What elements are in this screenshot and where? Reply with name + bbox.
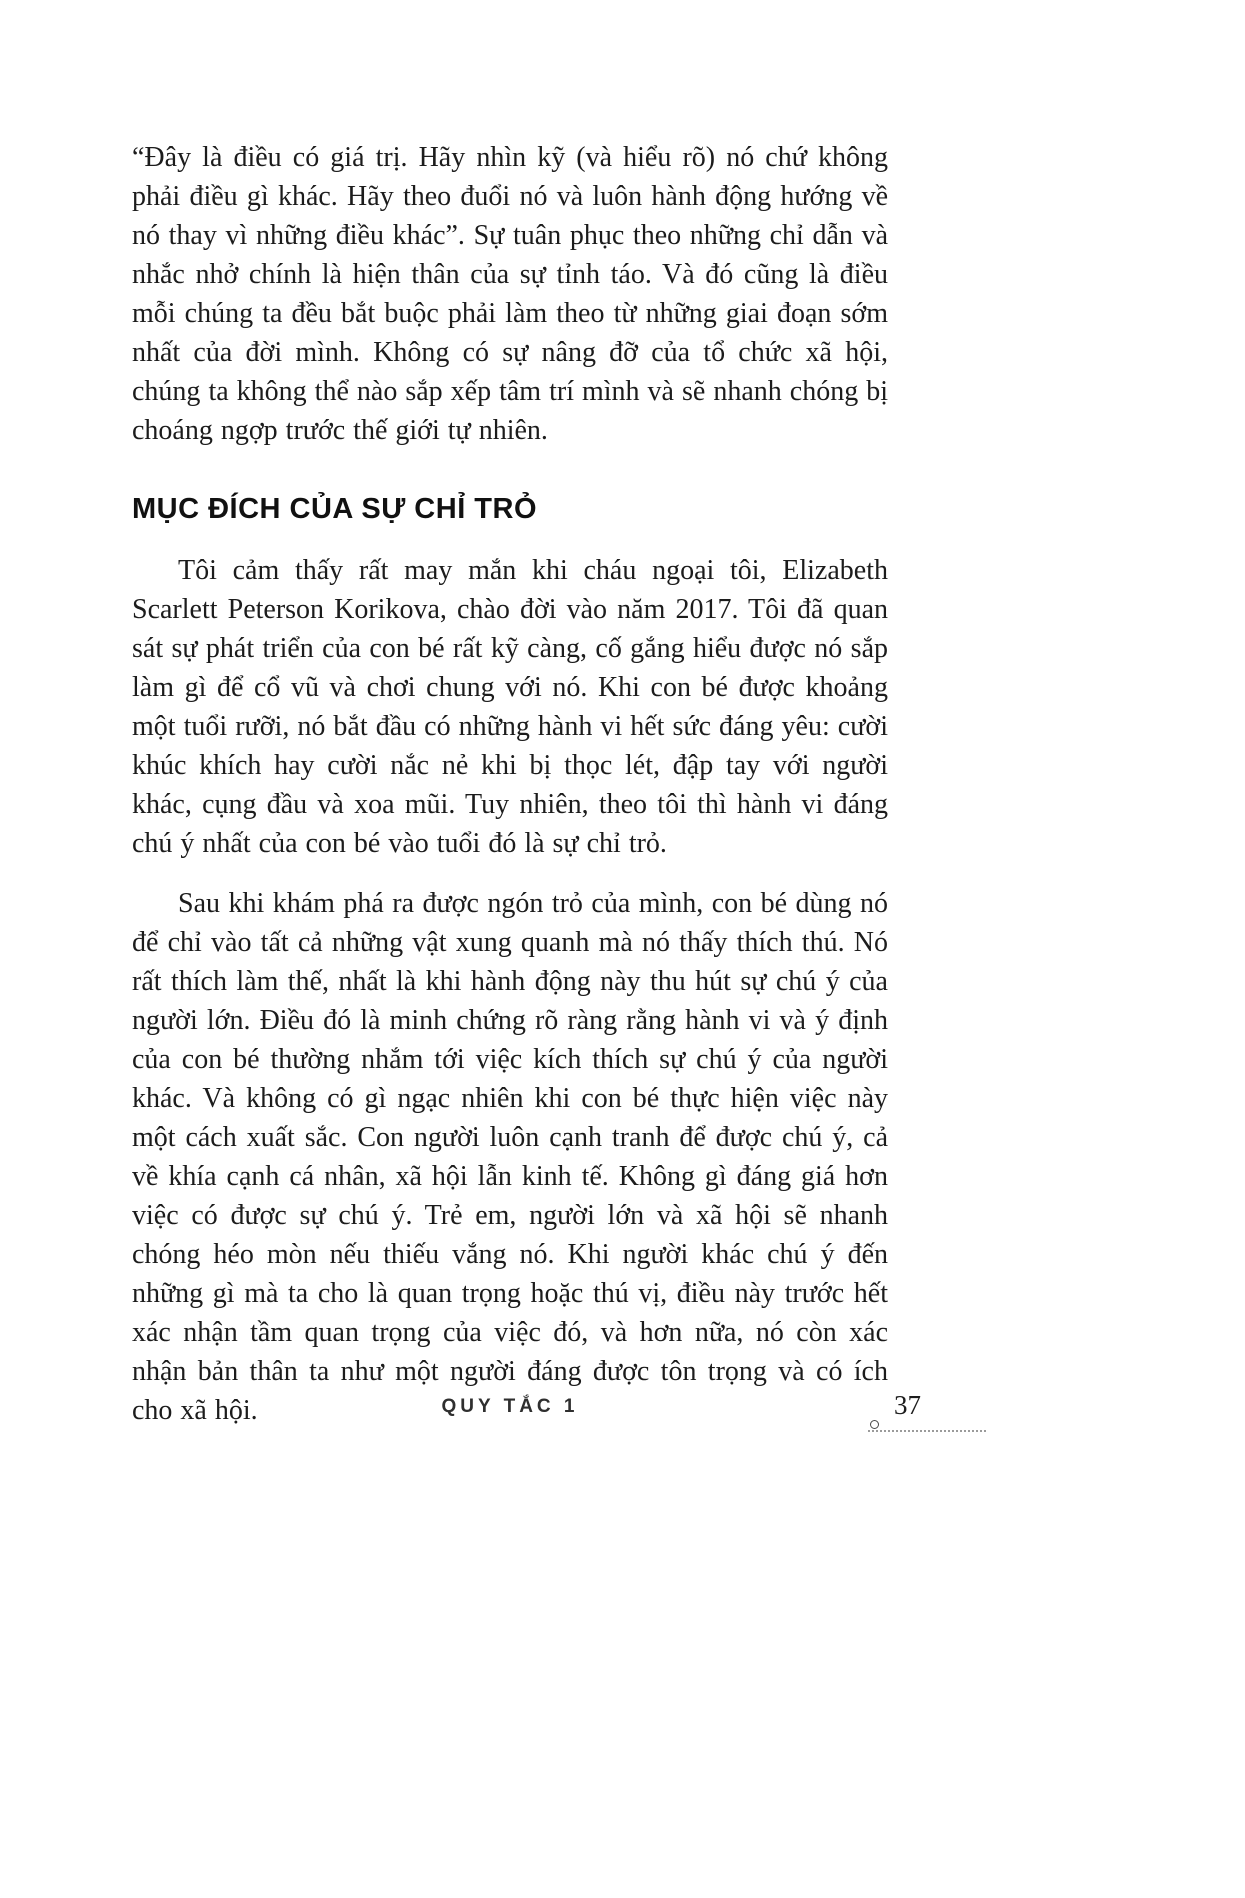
page-number: 37	[894, 1390, 921, 1420]
footer-dotted-line	[868, 1430, 986, 1432]
section-heading: MỤC ĐÍCH CỦA SỰ CHỈ TRỎ	[132, 493, 538, 525]
body-paragraph-3: Sau khi khám phá ra được ngón trỏ của mình, con bé dùng nó để chỉ vào tất cả những vật xung quanh mà nó thấy thích thú. Nó rất thích làm thế, nhất là khi hành động này thu hút sự chú ý của người lớn. Điều đó là minh chứng rõ ràng rằng hành vi và ý định của con bé thường nhắm tới việc kích thích sự chú ý của người khác. Và không có gì ngạc nhiên khi con bé thực hiện việc này một cách xuất sắc. Con người luôn cạnh tranh để được chú ý, cả về khía cạnh cá nhân, xã hội lẫn kinh tế. Không gì đáng giá hơn việc có được sự chú ý. Trẻ em, người lớn và xã hội sẽ nhanh chóng héo mòn nếu thiếu vắng nó. Khi người khác chú ý đến những gì mà ta cho là quan trọng hoặc thú vị, điều này trước hết xác nhận tầm quan trọng của việc đó, và hơn nữa, nó còn xác nhận bản thân ta như một người đáng được tôn trọng và có ích cho xã hội.	[132, 888, 888, 1426]
body-paragraph-2: Tôi cảm thấy rất may mắn khi cháu ngoại tôi, Elizabeth Scarlett Peterson Korikova, chào đời vào năm 2017. Tôi đã quan sát sự phát triển của con bé rất kỹ càng, cố gắng hiểu được nó sắp làm gì để cổ vũ và chơi chung với nó. Khi con bé được khoảng một tuổi rưỡi, nó bắt đầu có những hành vi hết sức đáng yêu: cười khúc khích hay cười nắc nẻ khi bị thọc lét, đập tay với người khác, cụng đầu và xoa mũi. Tuy nhiên, theo tôi thì hành vi đáng chú ý nhất của con bé vào tuổi đó là sự chỉ trỏ.	[132, 555, 888, 859]
page-number-block	[862, 1390, 992, 1450]
page-footer	[0, 1390, 1245, 1450]
running-title: QUY TẮC 1	[441, 1396, 579, 1417]
page-content	[132, 138, 888, 1451]
body-paragraph-1: “Đây là điều có giá trị. Hãy nhìn kỹ (và hiểu rõ) nó chứ không phải điều gì khác. Hãy theo đuổi nó và luôn hành động hướng về nó thay vì những điều khác”. Sự tuân phục theo những chỉ dẫn và nhắc nhở chính là hiện thân của sự tỉnh táo. Và đó cũng là điều mỗi chúng ta đều bắt buộc phải làm theo từ những giai đoạn sớm nhất của đời mình. Không có sự nâng đỡ của tổ chức xã hội, chúng ta không thể nào sắp xếp tâm trí mình và sẽ nhanh chóng bị choáng ngợp trước thế giới tự nhiên.	[132, 142, 888, 446]
footer-ornament-circle-icon	[870, 1420, 879, 1429]
